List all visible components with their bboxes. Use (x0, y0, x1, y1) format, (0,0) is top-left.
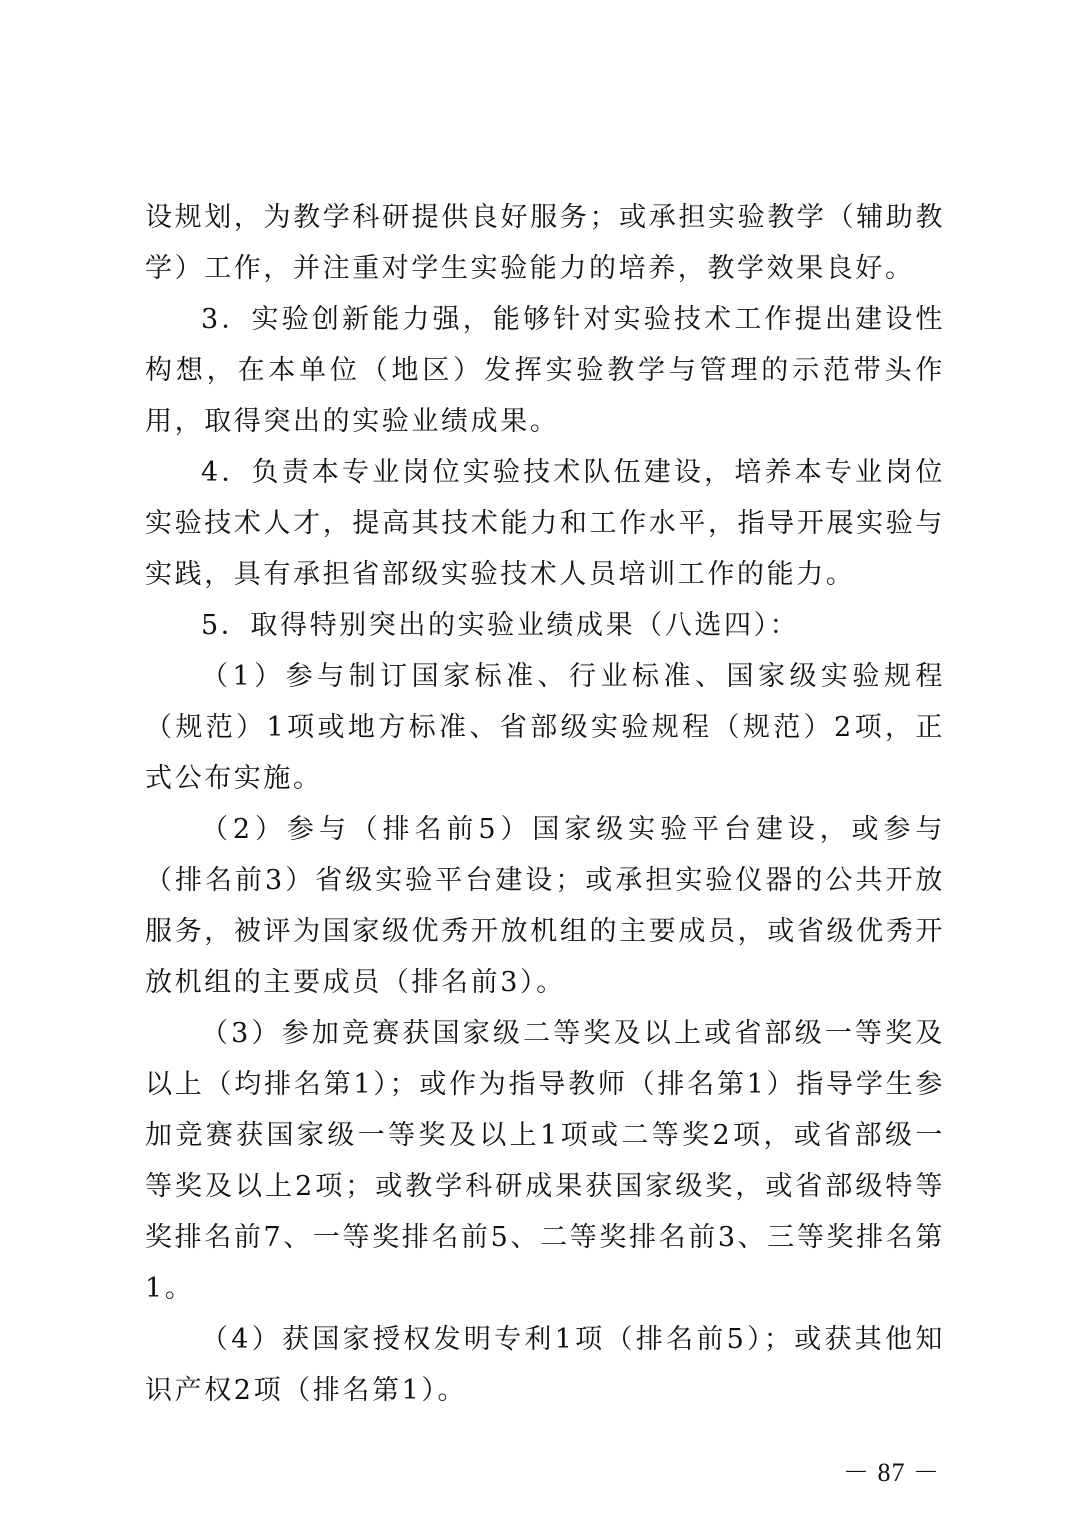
paragraph-subitem-1: （1）参与制订国家标准、行业标准、国家级实验规程（规范）1项或地方标准、省部级实验规程（规范）2项，正式公布实施。 (145, 661, 945, 794)
paragraph-item-4: 4．负责本专业岗位实验技术队伍建设，培养本专业岗位实验技术人才，提高其技术能力和工作水平，指导开展实验与实践，具有承担省部级实验技术人员培训工作的能力。 (145, 457, 945, 590)
page-number: － 87 － (842, 1458, 940, 1487)
document-body (145, 192, 945, 1416)
paragraph-subitem-3: （3）参加竞赛获国家级二等奖及以上或省部级一等奖及以上（均排名第1）；或作为指导教师（排名第1）指导学生参加竞赛获国家级一等奖及以上1项或二等奖2项，或省部级一等奖及以上2项；或教学科研成果获国家级奖，或省部级特等奖排名前7、一等奖排名前5、二等奖排名前3、三等奖排名第1。 (145, 1018, 945, 1304)
paragraph-continuation: 设规划，为教学科研提供良好服务；或承担实验教学（辅助教学）工作，并注重对学生实验能力的培养，教学效果良好。 (145, 202, 945, 284)
paragraph-item-3: 3．实验创新能力强，能够针对实验技术工作提出建设性构想，在本单位（地区）发挥实验教学与管理的示范带头作用，取得突出的实验业绩成果。 (145, 304, 945, 437)
paragraph-subitem-2: （2）参与（排名前5）国家级实验平台建设，或参与（排名前3）省级实验平台建设；或承担实验仪器的公共开放服务，被评为国家级优秀开放机组的主要成员，或省级优秀开放机组的主要成员（排名前3）。 (145, 814, 945, 998)
paragraph-subitem-4: （4）获国家授权发明专利1项（排名前5）；或获其他知识产权2项（排名第1）。 (145, 1324, 945, 1406)
paragraph-item-5: 5．取得特别突出的实验业绩成果（八选四）： (201, 610, 800, 641)
